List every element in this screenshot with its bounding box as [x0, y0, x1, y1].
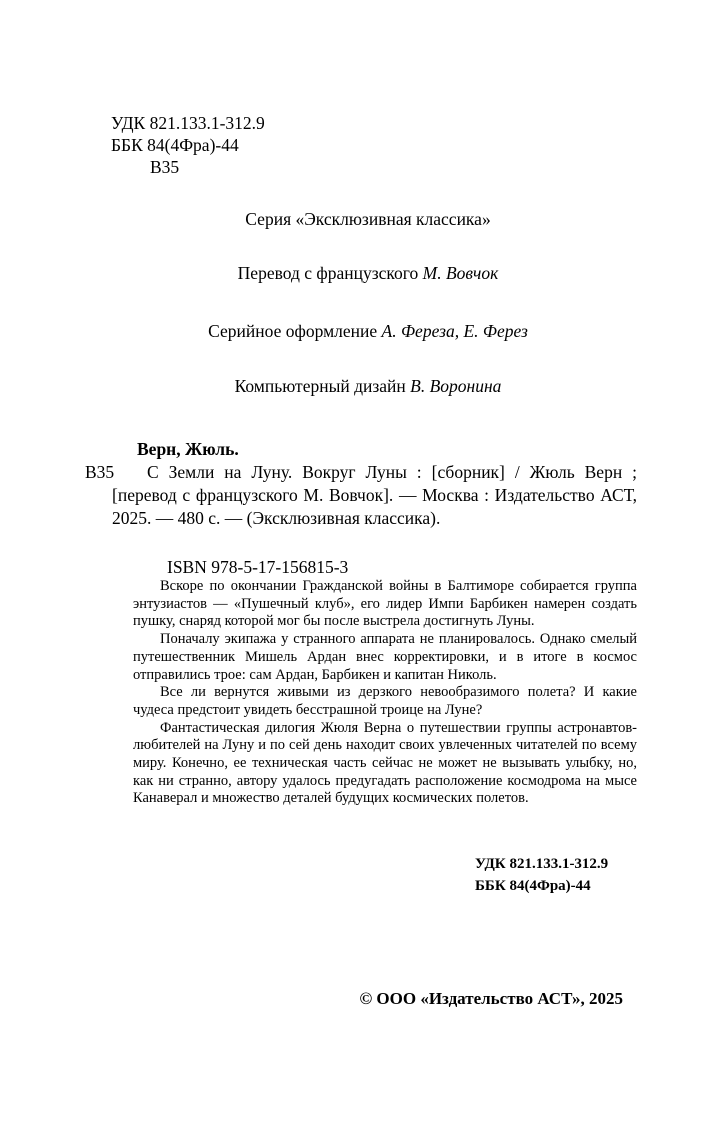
udk-line: УДК 821.133.1-312.9: [111, 113, 265, 133]
credit-label: Перевод с французского: [237, 263, 423, 283]
isbn-line: ISBN 978-5-17-156815-3: [167, 557, 349, 577]
copyright-line: © ООО «Издательство АСТ», 2025: [359, 989, 623, 1008]
top-classification-block: [111, 112, 265, 178]
credit-line-series-design: [88, 320, 648, 343]
catalog-entry-text: С Земли на Луну. Вокруг Луны : [сборник] / Жюль Верн ; [перевод с французского М. Вовчок]. — Москва : Издательство АСТ, 2025. — 480 с. — (Эксклюзивная классика).: [112, 462, 637, 528]
catalog-entry-author: Верн, Жюль.: [137, 439, 239, 459]
credit-line-computer-design: [88, 375, 648, 398]
bottom-classification-block: [475, 853, 608, 897]
annotation-paragraph: Вскоре по окончании Гражданской войны в Балтиморе собирается группа энтузиастов — «Пушечный клуб», его лидер Импи Барбикен намерен создать пушку, снаряд которой мог бы после выстрела достигнуть Луны.: [133, 578, 637, 630]
credit-label: Серийное оформление: [208, 321, 382, 341]
bottom-udk-line: УДК 821.133.1-312.9: [475, 856, 609, 872]
annotation-paragraph: Фантастическая дилогия Жюля Верна о путешествии группы астронавтов-любителей на Луну и по сей день находит своих увлеченных читателей по всему миру. Конечно, ее техническая часть сейчас не может не вызывать улыбку, но, как ни странно, автору удалось предугадать расположение космодрома на мысе Канаверал и множество деталей будущих космических полетов.: [133, 719, 637, 807]
annotation-paragraph: Все ли вернутся живыми из дерзкого невообразимого полета? И какие чудеса предстоит увидеть бесстрашной троице на Луне?: [133, 684, 637, 718]
author-sign-code: В35: [150, 157, 180, 177]
catalog-entry-code: В35: [85, 462, 115, 482]
credit-name: В. Воронина: [410, 376, 502, 396]
credit-line-translation: [88, 262, 648, 285]
bottom-bbk-line: ББК 84(4Фра)-44: [475, 878, 591, 894]
credit-name: М. Вовчок: [422, 263, 499, 283]
annotation-paragraph: Поначалу экипажа у странного аппарата не планировалось. Однако смелый путешественник Мишель Ардан внес корректировки, и в итоге в космос отправились трое: сам Ардан, Барбикен и капитан Николь.: [133, 631, 637, 683]
credit-label: Компьютерный дизайн: [234, 376, 411, 396]
credit-name: А. Фереза, Е. Ферез: [381, 321, 528, 341]
catalog-entry: [85, 461, 637, 530]
series-line: Серия «Эксклюзивная классика»: [245, 209, 491, 229]
bbk-line: ББК 84(4Фра)-44: [111, 135, 239, 155]
annotation-block: [133, 578, 637, 808]
